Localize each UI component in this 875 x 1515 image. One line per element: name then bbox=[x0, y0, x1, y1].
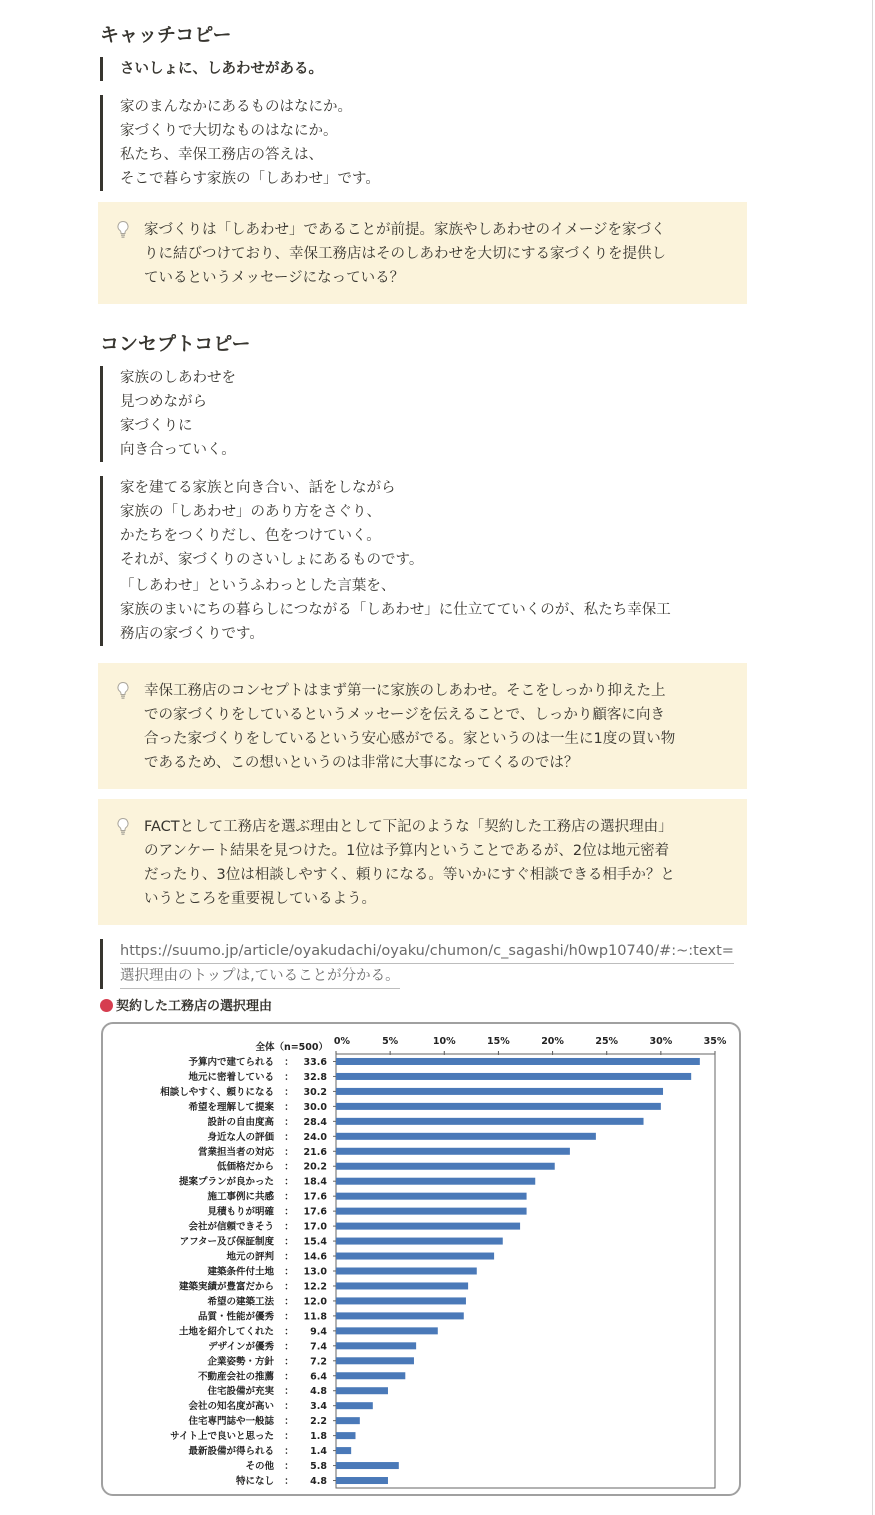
bar bbox=[336, 1193, 527, 1200]
bar bbox=[336, 1282, 468, 1289]
source-link-text[interactable]: 選択理由のトップは,ていることが分かる。 bbox=[120, 964, 400, 989]
quote-line: かたちをつくりだし、色をつけていく。 bbox=[120, 528, 381, 544]
quote-line: 家のまんなかにあるものはなにか。 bbox=[120, 99, 352, 115]
quote-line: それが、家づくりのさいしょにあるものです。 bbox=[120, 552, 424, 568]
category-label: デザインが優秀 bbox=[208, 1341, 274, 1353]
x-tick-label: 20% bbox=[541, 1036, 564, 1047]
callout-line: 家づくりは「しあわせ」であることが前提。家族やしあわせのイメージを家づく bbox=[144, 222, 666, 238]
bar bbox=[336, 1402, 373, 1409]
lightbulb-icon bbox=[116, 681, 130, 701]
x-tick-label: 0% bbox=[333, 1036, 351, 1047]
bar bbox=[336, 1223, 520, 1230]
category-separator: ： bbox=[284, 1116, 294, 1128]
bar bbox=[336, 1387, 388, 1394]
category-label: 特になし bbox=[235, 1476, 274, 1488]
callout-line: いうところを重要視しているよう。 bbox=[144, 891, 376, 907]
figure-title-text: 契約した工務店の選択理由 bbox=[116, 999, 273, 1014]
value-label: 1.4 bbox=[310, 1446, 327, 1458]
value-label: 21.6 bbox=[303, 1146, 327, 1158]
quote-line: 家づくりで大切なものはなにか。 bbox=[120, 123, 338, 139]
category-separator: ： bbox=[284, 1266, 294, 1278]
heading-concept-copy: コンセプトコピー bbox=[100, 333, 251, 355]
bar-chart bbox=[103, 1024, 739, 1494]
category-label: 企業姿勢・方針 bbox=[207, 1356, 274, 1368]
value-label: 6.4 bbox=[310, 1371, 327, 1383]
category-label: 設計の自由度高 bbox=[207, 1116, 274, 1128]
category-separator: ： bbox=[284, 1356, 294, 1368]
category-separator: ： bbox=[284, 1056, 294, 1068]
category-separator: ： bbox=[284, 1176, 294, 1188]
category-separator: ： bbox=[284, 1341, 294, 1353]
category-separator: ： bbox=[284, 1461, 294, 1473]
value-label: 15.4 bbox=[303, 1236, 327, 1248]
category-separator: ： bbox=[284, 1146, 294, 1158]
bar bbox=[336, 1103, 661, 1110]
value-label: 4.8 bbox=[310, 1386, 327, 1398]
category-label: 希望の建築工法 bbox=[207, 1296, 274, 1308]
category-label: 地元の評判 bbox=[226, 1251, 274, 1263]
bar bbox=[336, 1432, 355, 1439]
category-label: 希望を理解して提案 bbox=[188, 1101, 274, 1113]
lightbulb-icon bbox=[116, 817, 130, 837]
category-separator: ： bbox=[284, 1416, 294, 1428]
bar bbox=[336, 1312, 464, 1319]
quote-line: 家族の「しあわせ」のあり方をさぐり、 bbox=[120, 504, 381, 520]
category-label: その他 bbox=[245, 1461, 274, 1473]
category-separator: ： bbox=[284, 1386, 294, 1398]
bar bbox=[336, 1178, 535, 1185]
value-label: 20.2 bbox=[303, 1161, 327, 1173]
quote-line: 家づくりに bbox=[120, 418, 193, 434]
category-separator: ： bbox=[284, 1296, 294, 1308]
bar bbox=[336, 1118, 644, 1125]
category-separator: ： bbox=[284, 1326, 294, 1338]
callout-line: での家づくりをしているというメッセージを伝えることで、しっかり顧客に向き bbox=[144, 707, 665, 723]
value-label: 32.8 bbox=[303, 1071, 327, 1083]
category-label: 身近な人の評価 bbox=[207, 1131, 274, 1143]
callout-line: 幸保工務店のコンセプトはまず第一に家族のしあわせ。そこをしっかり抑えた上 bbox=[144, 683, 666, 699]
value-label: 30.2 bbox=[303, 1086, 327, 1098]
x-tick-label: 15% bbox=[487, 1036, 510, 1047]
quote-line: 向き合っていく。 bbox=[120, 442, 236, 458]
quote-catch-copy bbox=[100, 57, 323, 81]
bar bbox=[336, 1477, 388, 1484]
bar bbox=[336, 1417, 360, 1424]
category-label: 会社が信頼できそう bbox=[188, 1221, 274, 1233]
category-separator: ： bbox=[284, 1446, 294, 1458]
quote-line: 見つめながら bbox=[120, 394, 207, 410]
x-tick-label: 30% bbox=[649, 1036, 673, 1047]
quote-line: 「しあわせ」というふわっとした言葉を、 bbox=[120, 578, 396, 594]
category-separator: ： bbox=[284, 1131, 294, 1143]
bar bbox=[336, 1208, 527, 1215]
x-tick-label: 10% bbox=[432, 1036, 456, 1047]
value-label: 4.8 bbox=[310, 1476, 327, 1488]
value-label: 7.4 bbox=[310, 1341, 327, 1353]
category-label: 品質・性能が優秀 bbox=[197, 1311, 274, 1323]
x-tick-label: 25% bbox=[595, 1036, 619, 1047]
bar bbox=[336, 1462, 399, 1469]
category-separator: ： bbox=[284, 1206, 294, 1218]
bar bbox=[336, 1133, 596, 1140]
bar bbox=[336, 1163, 555, 1170]
bar bbox=[336, 1268, 477, 1275]
bar bbox=[336, 1238, 503, 1245]
bar bbox=[336, 1447, 351, 1454]
series-label: 全体（n=500） bbox=[255, 1042, 328, 1053]
callout-catch-analysis bbox=[98, 202, 747, 304]
callout-concept-analysis bbox=[98, 663, 747, 789]
category-separator: ： bbox=[284, 1161, 294, 1173]
value-label: 17.0 bbox=[303, 1221, 327, 1233]
bar bbox=[336, 1148, 570, 1155]
category-separator: ： bbox=[284, 1191, 294, 1203]
category-label: 提案プランが良かった bbox=[178, 1176, 274, 1188]
callout-line: であるため、この想いというのは非常に大事になってくるのでは？ bbox=[144, 755, 579, 771]
category-separator: ： bbox=[284, 1221, 294, 1233]
bar bbox=[336, 1297, 466, 1304]
value-label: 3.4 bbox=[310, 1401, 327, 1413]
category-separator: ： bbox=[284, 1401, 294, 1413]
bar bbox=[336, 1372, 405, 1379]
bar bbox=[336, 1058, 700, 1065]
category-separator: ： bbox=[284, 1311, 294, 1323]
value-label: 12.0 bbox=[303, 1296, 327, 1308]
bar bbox=[336, 1342, 416, 1349]
heading-catch-copy: キャッチコピー bbox=[100, 24, 232, 46]
value-label: 7.2 bbox=[310, 1356, 327, 1368]
figure-title bbox=[100, 995, 272, 1014]
category-label: 見積もりが明確 bbox=[207, 1206, 274, 1218]
quote-line: 私たち、幸保工務店の答えは、 bbox=[120, 147, 323, 163]
category-label: 住宅設備が充実 bbox=[207, 1386, 274, 1398]
category-separator: ： bbox=[284, 1281, 294, 1293]
value-label: 18.4 bbox=[303, 1176, 327, 1188]
callout-line: 合った家づくりをしているという安心感がでる。家というのは一生に1度の買い物 bbox=[144, 731, 676, 747]
callout-fact bbox=[98, 799, 747, 925]
value-label: 11.8 bbox=[303, 1311, 327, 1323]
lightbulb-icon bbox=[116, 220, 130, 240]
category-label: 低価格だから bbox=[216, 1161, 274, 1173]
category-separator: ： bbox=[284, 1071, 294, 1083]
bar bbox=[336, 1327, 438, 1334]
category-label: 営業担当者の対応 bbox=[197, 1146, 274, 1158]
category-separator: ： bbox=[284, 1371, 294, 1383]
category-separator: ： bbox=[284, 1251, 294, 1263]
category-separator: ： bbox=[284, 1431, 294, 1443]
category-label: アフター及び保証制度 bbox=[179, 1236, 274, 1248]
chart-frame bbox=[101, 1022, 741, 1496]
category-label: 住宅専門誌や一般誌 bbox=[188, 1416, 274, 1428]
red-dot-icon bbox=[100, 999, 113, 1012]
category-label: 地元に密着している bbox=[188, 1071, 274, 1083]
quote-source-link bbox=[100, 939, 734, 989]
value-label: 17.6 bbox=[303, 1191, 327, 1203]
callout-line: だったり、3位は相談しやすく、頼りになる。等いかにすぐ相談できる相手か？と bbox=[144, 867, 675, 883]
category-label: 不動産会社の推薦 bbox=[197, 1371, 274, 1383]
quote-catch-body bbox=[100, 95, 380, 191]
quote-line: 務店の家づくりです。 bbox=[120, 626, 264, 642]
category-label: 会社の知名度が高い bbox=[188, 1401, 274, 1413]
quote-concept bbox=[100, 366, 236, 462]
quote-line: 家族のまいにちの暮らしにつながる「しあわせ」に仕立てていくのが、私たち幸保工 bbox=[120, 602, 671, 618]
value-label: 1.8 bbox=[310, 1431, 327, 1443]
value-label: 14.6 bbox=[303, 1251, 327, 1263]
category-label: 施工事例に共感 bbox=[207, 1191, 274, 1203]
value-label: 33.6 bbox=[303, 1056, 327, 1068]
category-label: 土地を紹介してくれた bbox=[178, 1326, 274, 1338]
bar bbox=[336, 1073, 691, 1080]
page-right-border bbox=[872, 0, 873, 1515]
category-label: 相談しやすく、頼りになる bbox=[160, 1086, 274, 1098]
bar bbox=[336, 1357, 414, 1364]
value-label: 12.2 bbox=[303, 1281, 327, 1293]
x-tick-label: 5% bbox=[382, 1036, 399, 1047]
callout-line: のアンケート結果を見つけた。1位は予算内ということであるが、2位は地元密着 bbox=[144, 843, 670, 859]
callout-line: FACTとして工務店を選ぶ理由として下記のような「契約した工務店の選択理由」 bbox=[144, 819, 673, 835]
value-label: 24.0 bbox=[303, 1131, 327, 1143]
category-separator: ： bbox=[284, 1101, 294, 1113]
value-label: 13.0 bbox=[303, 1266, 327, 1278]
x-tick-label: 35% bbox=[703, 1036, 727, 1047]
quote-line: 家を建てる家族と向き合い、話をしながら bbox=[120, 480, 396, 496]
category-separator: ： bbox=[284, 1476, 294, 1488]
bar bbox=[336, 1088, 663, 1095]
callout-line: ているというメッセージになっている？ bbox=[144, 270, 405, 286]
category-label: 建築条件付土地 bbox=[207, 1266, 274, 1278]
value-label: 28.4 bbox=[303, 1116, 327, 1128]
category-label: 最新設備が得られる bbox=[188, 1446, 274, 1458]
category-label: 予算内で建てられる bbox=[188, 1056, 274, 1068]
value-label: 17.6 bbox=[303, 1206, 327, 1218]
quote-concept-body bbox=[100, 476, 671, 646]
quote-line: 家族のしあわせを bbox=[120, 370, 236, 386]
category-label: 建築実績が豊富だから bbox=[178, 1281, 274, 1293]
value-label: 2.2 bbox=[310, 1416, 327, 1428]
quote-line: さいしょに、しあわせがある。 bbox=[120, 61, 323, 77]
source-link[interactable]: https://suumo.jp/article/oyakudachi/oyaku/chumon/c_sagashi/h0wp10740/#:~:text= bbox=[120, 939, 734, 964]
quote-line: そこで暮らす家族の「しあわせ」です。 bbox=[120, 171, 380, 187]
category-separator: ： bbox=[284, 1236, 294, 1248]
category-label: サイト上で良いと思った bbox=[170, 1431, 274, 1443]
value-label: 30.0 bbox=[303, 1101, 327, 1113]
value-label: 9.4 bbox=[310, 1326, 327, 1338]
value-label: 5.8 bbox=[310, 1461, 327, 1473]
category-separator: ： bbox=[284, 1086, 294, 1098]
bar bbox=[336, 1253, 494, 1260]
callout-line: りに結びつけており、幸保工務店はそのしあわせを大切にする家づくりを提供し bbox=[144, 246, 666, 262]
